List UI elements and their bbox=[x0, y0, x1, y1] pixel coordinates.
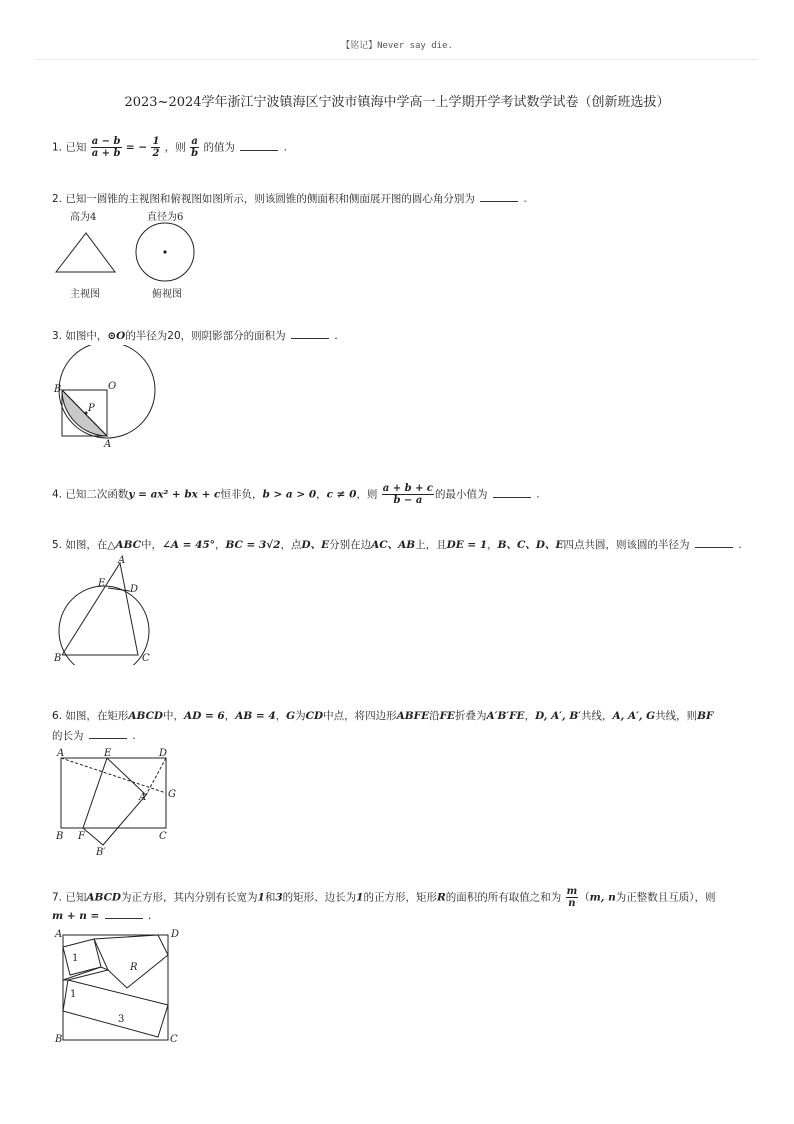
cone-front-view-triangle bbox=[56, 233, 115, 272]
header-divider bbox=[36, 59, 758, 60]
q1-fraction-2: $\frac{1}{2}$ bbox=[152, 136, 160, 159]
q6-text-c: ， bbox=[275, 710, 287, 722]
q6-cd: CD bbox=[305, 710, 324, 722]
q6-g: G bbox=[286, 710, 296, 722]
q6-ad: AD = 6 bbox=[184, 710, 225, 722]
q7-fraction: $\frac{m}{n}$ bbox=[566, 886, 578, 909]
q7-n1b: 1 bbox=[356, 891, 364, 904]
q4-function: y = ax² + bx + c bbox=[128, 488, 221, 501]
q4-end: . bbox=[536, 488, 540, 501]
q6-text-i: 共线， bbox=[581, 710, 613, 722]
q2-end: . bbox=[523, 193, 527, 205]
q6-text-f: 沿 bbox=[429, 710, 440, 722]
question-3 bbox=[52, 328, 338, 344]
q7-square: ABCD bbox=[86, 891, 122, 904]
q6-label-g: G bbox=[168, 789, 176, 800]
q5-angle: ∠A = 45° bbox=[162, 539, 215, 551]
q5-label-e: E bbox=[98, 578, 106, 589]
q6-text-e: 中点，将四边形 bbox=[323, 710, 397, 722]
q4-cond-2: c ≠ 0 bbox=[326, 488, 357, 501]
q4-text-a: 4. 已知二次函数 bbox=[52, 488, 129, 501]
q6-folded-quad bbox=[83, 758, 146, 845]
q2-figure bbox=[50, 220, 210, 282]
q1-fraction-1: $\frac{a - b}{a + b}$ bbox=[91, 136, 121, 159]
q4-answer-blank[interactable] bbox=[493, 487, 531, 498]
q7-label-a: A bbox=[55, 929, 63, 940]
question-6 bbox=[52, 708, 714, 724]
q5-end: . bbox=[738, 539, 742, 551]
q5-text-c: ，点 bbox=[280, 539, 302, 551]
q7-label-one-a: 1 bbox=[72, 953, 79, 964]
q6-fe: FE bbox=[439, 710, 456, 722]
q6-label-e: E bbox=[104, 748, 112, 759]
question-7 bbox=[52, 886, 715, 909]
exam-title: 2023~2024学年浙江宁波镇海区宁波市镇海中学高一上学期开学考试数学试卷（创新班选拔） bbox=[124, 95, 670, 110]
q5-four-points: B、C、D、E bbox=[497, 539, 564, 551]
q1-fraction-3: $\frac{a}{b}$ bbox=[191, 136, 199, 159]
q5-answer-blank[interactable] bbox=[695, 537, 733, 548]
q6-label-b-prime: B′ bbox=[96, 847, 106, 858]
q4-text-d: 的最小值为 bbox=[435, 488, 488, 501]
q6-dashed-ag bbox=[61, 758, 166, 793]
q6-collinear-1: D, A′, B′ bbox=[535, 710, 581, 722]
q5-label-b: B bbox=[54, 653, 62, 664]
q4-fraction: $\frac{a + b + c}{b - a}$ bbox=[382, 483, 434, 506]
q6-text-b: 中， bbox=[163, 710, 185, 722]
q7-answer-blank[interactable] bbox=[105, 908, 143, 919]
q7-text-a: 7. 已知 bbox=[52, 891, 87, 904]
q7-mn: m, n bbox=[589, 891, 616, 904]
q6-label-d: D bbox=[159, 748, 168, 759]
q7-text-g: （ bbox=[579, 891, 590, 904]
q6-text-a: 6. 如图，在矩形 bbox=[52, 710, 129, 722]
q7-rectangle-1x3 bbox=[63, 980, 168, 1037]
q5-sides: AC、AB bbox=[371, 539, 416, 551]
q5-text-e: 上，且 bbox=[415, 539, 447, 551]
q6-rect: ABCD bbox=[128, 710, 164, 722]
q5-text-b: 中， bbox=[141, 539, 163, 551]
q3-label-b: B bbox=[54, 384, 62, 395]
q3-label-p: P bbox=[88, 403, 95, 414]
q7-text-f: 的面积的所有取值之和为 bbox=[445, 891, 562, 904]
q5-text-d: 分别在边 bbox=[329, 539, 372, 551]
q5-sep1: ， bbox=[214, 539, 226, 551]
q2-text: 2. 已知一圆锥的主视图和俯视图如图所示，则该圆锥的侧面积和侧面展开图的圆心角分别为 bbox=[52, 193, 475, 205]
q3-figure bbox=[48, 345, 163, 450]
q5-figure bbox=[50, 553, 160, 665]
q2-top-view-caption: 俯视图 bbox=[152, 289, 182, 300]
q5-text-g: 四点共圆，则该圆的半径为 bbox=[563, 539, 690, 551]
q5-circle bbox=[59, 586, 149, 665]
q6-answer-blank[interactable] bbox=[89, 728, 127, 739]
q7-label-r: R bbox=[130, 962, 138, 973]
q6-text-g: 折叠为 bbox=[455, 710, 487, 722]
q5-label-d: D bbox=[130, 584, 139, 595]
q7-unit-square-1 bbox=[63, 939, 101, 975]
cone-top-view-center bbox=[163, 250, 166, 253]
q5-triangle: △ABC bbox=[107, 539, 142, 551]
q4-cond-1: b > a > 0 bbox=[262, 488, 317, 501]
q1-answer-blank[interactable] bbox=[240, 140, 278, 151]
q7-figure bbox=[50, 925, 185, 1050]
q3-circle-o: ⊙O bbox=[107, 330, 126, 342]
q5-bc: BC = 3√2 bbox=[225, 539, 281, 551]
q7-n3: 3 bbox=[275, 891, 283, 904]
question-7-line-2 bbox=[52, 908, 151, 924]
q6-figure bbox=[50, 745, 185, 860]
q1-prefix: 1. 已知 bbox=[52, 141, 87, 154]
q7-label-c: C bbox=[170, 1034, 178, 1045]
q7-end: . bbox=[148, 910, 152, 922]
q6-label-a-prime: A′ bbox=[139, 792, 149, 803]
q6-text-j: 共线，则 bbox=[655, 710, 698, 722]
question-4 bbox=[52, 483, 540, 506]
q6-label-c: C bbox=[159, 831, 167, 842]
q3-answer-blank[interactable] bbox=[291, 328, 329, 339]
q6-label-f: F bbox=[78, 831, 85, 842]
q6-sep: ， bbox=[224, 710, 236, 722]
q7-text-b: 为正方形，其内分别有长宽为 bbox=[121, 891, 258, 904]
q2-answer-blank[interactable] bbox=[480, 191, 518, 202]
q6-quad2: A′B′FE bbox=[486, 710, 525, 722]
q7-n1: 1 bbox=[257, 891, 265, 904]
q7-text-h: 为正整数且互质），则 bbox=[615, 891, 716, 904]
q5-de: DE = 1 bbox=[446, 539, 488, 551]
q5-text-a: 5. 如图，在 bbox=[52, 539, 108, 551]
question-6-line-2 bbox=[52, 728, 136, 744]
q6-text-d: 为 bbox=[295, 710, 306, 722]
q4-text-c: ，则 bbox=[356, 488, 378, 501]
q2-diameter-label: 直径为6 bbox=[147, 212, 184, 223]
question-2 bbox=[52, 191, 527, 207]
q3-label-o: O bbox=[108, 381, 117, 392]
q1-suffix: 的值为 bbox=[203, 141, 235, 154]
q1-equals: = − bbox=[125, 141, 148, 154]
q6-end: . bbox=[132, 730, 136, 742]
q5-triangle-abc bbox=[62, 563, 138, 655]
question-1 bbox=[52, 136, 287, 159]
q1-end: . bbox=[283, 141, 288, 154]
q3-text-a: 3. 如图中， bbox=[52, 330, 108, 342]
q2-front-view-caption: 主视图 bbox=[70, 289, 100, 300]
q7-label-b: B bbox=[55, 1034, 63, 1045]
q7-label-three: 3 bbox=[118, 1014, 125, 1025]
q7-square-abcd bbox=[63, 935, 168, 1040]
q6-rectangle-abcd bbox=[61, 758, 166, 828]
q6-bf: BF bbox=[697, 710, 714, 722]
q2-height-label: 高为4 bbox=[70, 212, 97, 223]
q7-r: R bbox=[436, 891, 446, 904]
q6-collinear-2: A, A′, G bbox=[612, 710, 656, 722]
q7-text-d: 的矩形、边长为 bbox=[282, 891, 357, 904]
q7-line2: m + n = bbox=[52, 910, 100, 922]
q6-label-a: A bbox=[57, 748, 65, 759]
question-5 bbox=[52, 537, 742, 553]
q3-end: . bbox=[334, 330, 338, 342]
q7-text-c: 和 bbox=[264, 891, 276, 904]
q6-quad: ABFE bbox=[396, 710, 430, 722]
q7-label-d: D bbox=[171, 929, 180, 940]
q3-label-a: A bbox=[104, 439, 112, 450]
q6-line2: 的长为 bbox=[52, 730, 84, 742]
q4-sep: ， bbox=[316, 488, 327, 501]
q5-text-f: ， bbox=[487, 539, 498, 551]
q5-points: D、E bbox=[301, 539, 330, 551]
q7-label-one-b: 1 bbox=[70, 989, 77, 1000]
q1-then: ，则 bbox=[164, 141, 186, 154]
q6-ab: AB = 4 bbox=[235, 710, 276, 722]
q6-text-h: ， bbox=[524, 710, 536, 722]
q3-text-b: 的半径为20，则阴影部分的面积为 bbox=[125, 330, 286, 342]
q5-label-c: C bbox=[142, 653, 150, 664]
q7-text-e: 的正方形，矩形 bbox=[363, 891, 437, 904]
page-header-motto: 【铭记】Never say die. bbox=[341, 41, 453, 51]
q5-label-a: A bbox=[118, 555, 126, 566]
q4-text-b: 恒非负， bbox=[220, 488, 263, 501]
q6-label-b: B bbox=[56, 831, 64, 842]
